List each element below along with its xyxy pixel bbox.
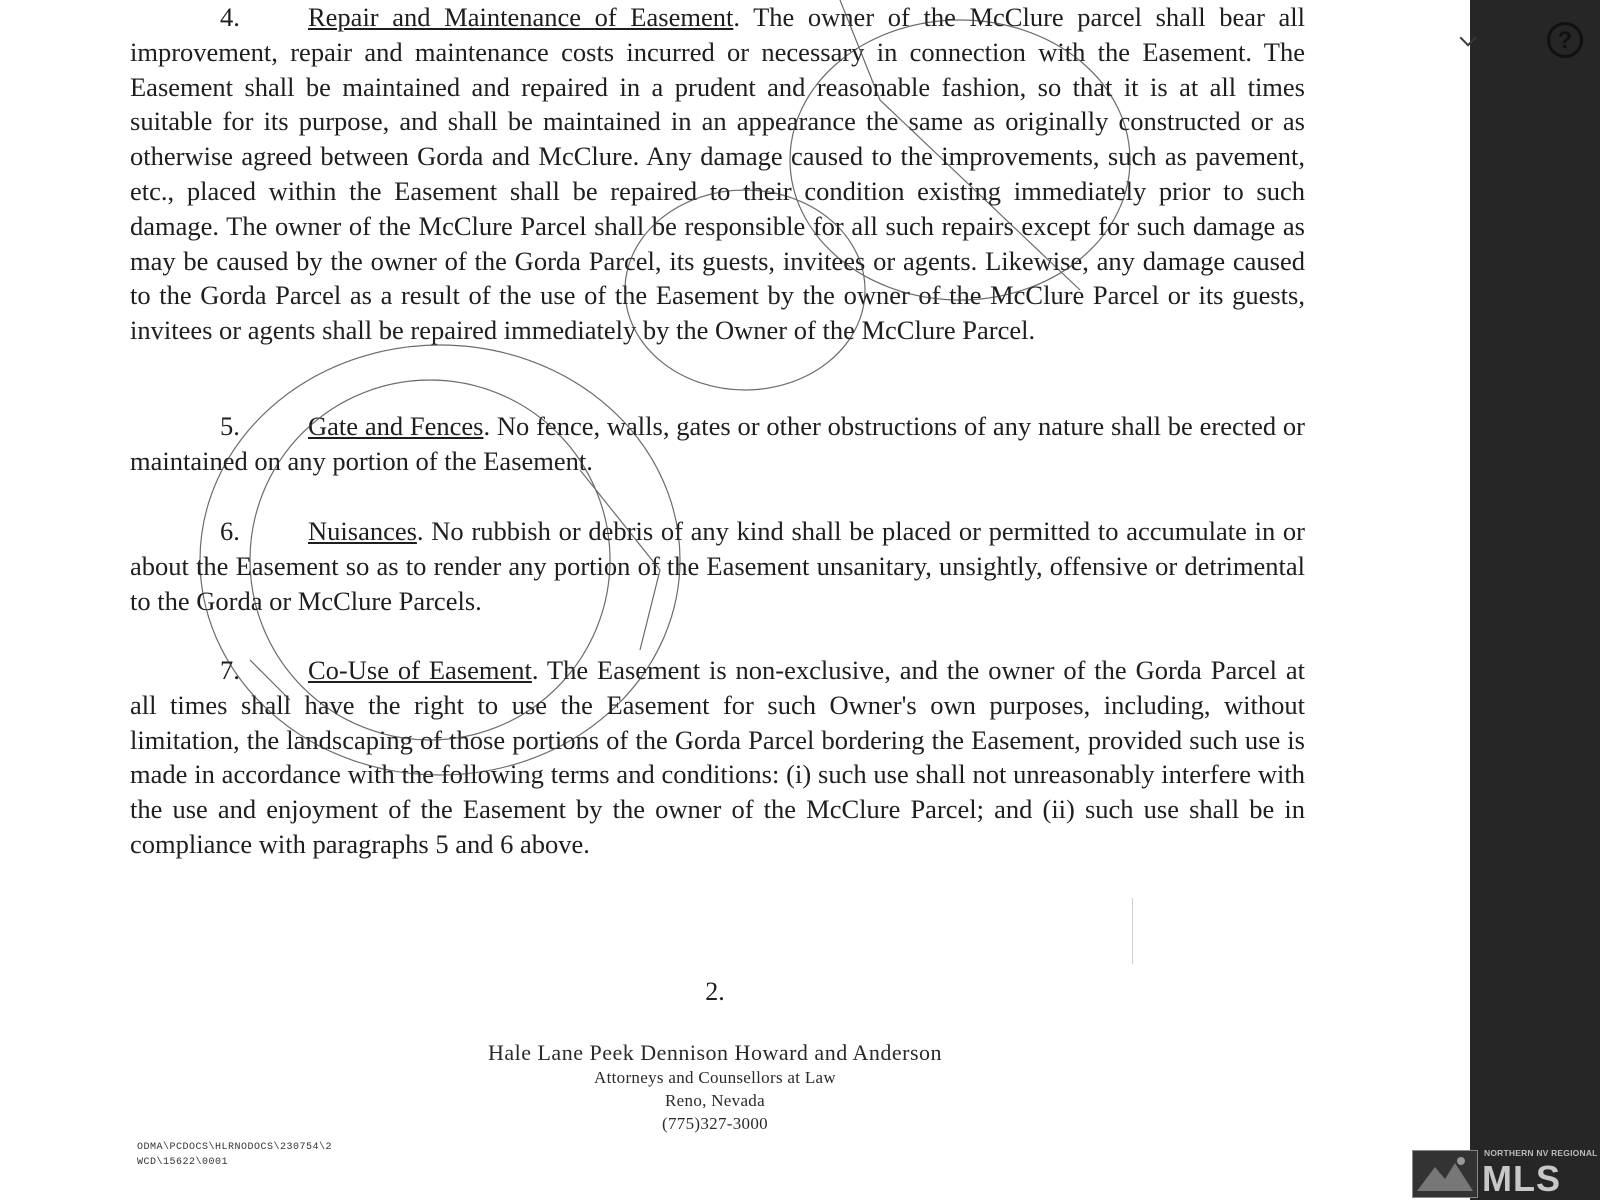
paragraph-number: 6. — [220, 516, 240, 546]
mls-region-label: NORTHERN NV REGIONAL — [1484, 1148, 1598, 1158]
firm-title: Attorneys and Counsellors at Law — [594, 1068, 836, 1087]
paragraph-5 — [130, 409, 1305, 479]
firm-phone: (775)327-3000 — [662, 1114, 768, 1133]
mls-brand-label: MLS — [1482, 1158, 1561, 1199]
firm-name: Hale Lane Peek Dennison Howard and Anderson — [487, 1040, 943, 1065]
paragraph-number: 7. — [220, 655, 240, 685]
paragraph-heading: Repair and Maintenance of Easement — [308, 2, 734, 32]
scan-artifact-line — [1132, 898, 1133, 964]
paragraph-7 — [130, 653, 1305, 862]
question-circle-icon[interactable]: ? — [1547, 22, 1583, 58]
paragraph-heading: Co-Use of Easement — [308, 655, 532, 685]
paragraph-body: . No rubbish or debris of any kind shall be placed or permitted to accumulate in or about the Easement so as to render any portion of the Easement unsanitary, unsightly, offensive or detrimental to the Gorda or McClure Parcels. — [130, 516, 1305, 616]
paragraph-heading: Gate and Fences — [308, 411, 484, 441]
viewer-side-panel — [1470, 0, 1600, 1200]
firm-city: Reno, Nevada — [665, 1091, 765, 1110]
mountain-image-icon — [1412, 1150, 1478, 1198]
paragraph-heading: Nuisances — [308, 516, 417, 546]
paragraph-4 — [130, 0, 1305, 348]
mls-watermark-logo — [1412, 1146, 1600, 1200]
paragraph-body: . No fence, walls, gates or other obstructions of any nature shall be erected or maintained on any portion of the Easement. — [130, 411, 1305, 476]
doc-reference-path: ODMA\PCDOCS\HLRNODOCS\230754\2 — [137, 1142, 333, 1153]
paragraph-body: . The owner of the McClure parcel shall bear all improvement, repair and maintenance costs incurred or necessary in connection with the Easement. The Easement shall be maintained and repaired in a prudent and reasonable fashion, so that it is at all times suitable for its purpose, and shall be maintained in an appearance the same as originally constructed or as otherwise agreed between Gorda and McClure. Any damage caused to the improvements, such as pavement, etc., placed within the Easement shall be repaired to their condition existing immediately prior to such damage. The owner of the McClure Parcel shall be responsible for all such repairs except for such damage as may be caused by the owner of the Gorda Parcel, its guests, invitees or agents. Likewise, any damage caused to the Gorda Parcel as a result of the use of the Easement by the owner of the McClure Parcel or its guests, invitees or agents shall be repaired immediately by the Owner of the McClure Parcel. — [130, 2, 1305, 346]
paragraph-number: 4. — [220, 2, 240, 32]
page-number: 2. — [705, 977, 725, 1006]
doc-reference-code: WCD\15622\0001 — [137, 1157, 229, 1168]
paragraph-6 — [130, 514, 1305, 618]
paragraph-number: 5. — [220, 411, 240, 441]
paragraph-body: . The Easement is non-exclusive, and the owner of the Gorda Parcel at all times shall have the right to use the Easement for such Owner's own purposes, including, without limitation, the landscaping of those portions of the Gorda Parcel bordering the Easement, provided such use is made in accordance with the following terms and conditions: (i) such use shall not unreasonably interfere with the use and enjoyment of the Easement by the owner of the McClure Parcel; and (ii) such use shall be in compliance with paragraphs 5 and 6 above. — [130, 655, 1305, 859]
